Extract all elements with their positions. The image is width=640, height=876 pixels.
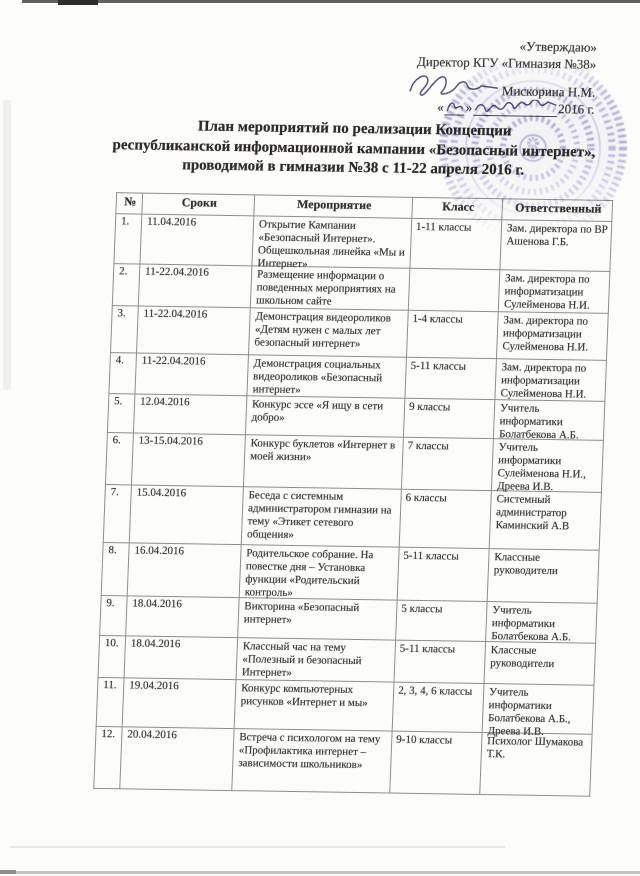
date-quote-close: »	[465, 99, 473, 115]
table-row	[103, 485, 601, 551]
approval-director-line: Директор КГУ «Гимназия №38»	[416, 53, 597, 72]
cell-date: 15.04.2016	[129, 485, 243, 545]
header-resp: Ответственный	[502, 199, 613, 222]
cell-grade	[405, 357, 497, 399]
event-text: Встреча с психологом на тему «Профилактика интернет – зависимости школьников»	[238, 731, 381, 772]
cell-resp	[496, 312, 608, 361]
table-row	[101, 543, 599, 604]
cell-event	[252, 216, 412, 271]
cell-num: 11.	[96, 677, 124, 726]
table-row	[96, 677, 594, 734]
event-text: Демонстрация социальных видеороликов «Безопасный интернет»	[252, 357, 383, 397]
event-text: Открытие Кампании «Безопасный Интернет». Общешкольная линейка «Мы и Интернет»	[257, 218, 405, 271]
cell-date: 11-22.04.2016	[138, 264, 252, 308]
resp-text: Учитель информатики Болатбекова А.Б.	[491, 604, 572, 644]
cell-grade	[396, 600, 488, 641]
cell-num: 9.	[100, 595, 128, 635]
grade-text: 6 классы	[405, 491, 447, 505]
cell-event	[249, 308, 409, 357]
grade-text: 1-11 классы	[415, 220, 472, 234]
header-grade: Класс	[412, 197, 503, 219]
cell-num: 10.	[98, 635, 126, 677]
cell-num: 8.	[101, 543, 129, 596]
grade-text: 5 классы	[401, 602, 443, 616]
signatory-name: Мискорина Н.М.	[501, 82, 596, 100]
scan-edge-bottom	[0, 871, 640, 874]
cell-date: 11-22.04.2016	[135, 353, 249, 396]
resp-text: Зам. директора по информатизации Сулейменова Н.И.	[502, 314, 589, 354]
cell-resp	[482, 684, 594, 738]
title-line-2: республиканской информационной кампании «Безопасный интернет»,	[112, 136, 596, 161]
cell-grade	[397, 547, 489, 601]
cell-resp	[493, 400, 604, 441]
event-text: Демонстрация видеороликов «Детям нужен с малых лет безопасный интернет»	[254, 310, 392, 351]
cell-date: 18.04.2016	[126, 596, 240, 638]
resp-text: Учитель информатики Болатбекова А.Б., Дреева И.В.	[487, 686, 571, 738]
official-stamp	[436, 51, 630, 245]
table-row	[105, 433, 603, 493]
resp-text: Классные руководители	[490, 644, 555, 671]
cell-date: 16.04.2016	[127, 543, 241, 598]
scan-line-faint	[10, 846, 505, 848]
grade-text: 5-11 классы	[410, 359, 467, 373]
resp-text: Зам. директора по информатизации Сулейменова Н.И.	[503, 272, 590, 312]
cell-num: 3.	[111, 306, 139, 353]
cell-event	[243, 435, 403, 489]
cell-resp	[495, 359, 607, 402]
date-quote-open: «	[436, 98, 445, 114]
event-text: Конкурс компьютерных рисунков «Интернет и мы»	[240, 682, 368, 710]
cell-resp	[498, 270, 610, 314]
resp-text: Зам. директора по информатизации Сулейменова Н.И.	[500, 361, 587, 401]
cell-num: 6.	[105, 433, 133, 485]
event-text: Родительское собрание. На повестке дня – Установка функции «Родительский контроль»	[244, 547, 374, 599]
grade-text: 5-11 классы	[399, 642, 456, 656]
resp-text: Учитель информатики Болатбекова А.Б.	[498, 402, 579, 442]
resp-text: Психолог Шумакова Т.К.	[486, 735, 584, 761]
cell-resp	[491, 439, 603, 493]
cell-event	[245, 396, 404, 437]
cell-resp	[489, 491, 601, 551]
approval-word: «Утверждаю»	[519, 38, 598, 55]
table-row	[111, 306, 609, 361]
cell-num: 5.	[107, 394, 134, 433]
resp-text: Классные руководители	[493, 551, 559, 578]
grade-text: 7 классы	[407, 439, 449, 453]
year-label: 2016 г.	[557, 100, 595, 117]
header-date: Сроки	[142, 193, 255, 216]
scan-edge-bottom-mark	[0, 870, 16, 874]
cell-date: 18.04.2016	[124, 636, 238, 680]
cell-event	[236, 638, 396, 682]
cell-grade	[390, 731, 482, 794]
event-text: Беседа с системным администратором гимназии на тему «Этикет сетевого общения»	[246, 489, 392, 542]
cell-num: 4.	[109, 353, 137, 394]
event-text: Классный час на тему «Полезный и безопасный Интернет»	[241, 640, 362, 679]
cell-num: 2.	[112, 264, 140, 306]
cell-grade	[408, 268, 500, 311]
cell-grade	[399, 489, 491, 548]
grade-text: 9-10 классы	[396, 733, 453, 747]
resp-text: Зам. директора по ВР Ашенова Г.Б.	[506, 222, 609, 249]
cell-num: 12.	[94, 726, 122, 788]
header-event: Мероприятие	[254, 195, 413, 218]
cell-date: 12.04.2016	[133, 394, 246, 435]
title-line-1: План мероприятий по реализации Концепции	[197, 118, 512, 140]
title-line-3: проводимой в гимназии №38 с 11-22 апреля 2016 г.	[181, 157, 525, 179]
cell-grade	[406, 310, 498, 358]
cell-grade	[392, 682, 484, 732]
event-text: Викторина «Безопасный интернет»	[243, 600, 360, 626]
cell-event	[239, 545, 399, 600]
cell-grade	[401, 437, 493, 490]
cell-num: 7.	[103, 485, 131, 543]
event-text: Конкурс эссе «Я ищу в сети добро»	[251, 398, 384, 424]
cell-event	[232, 729, 392, 793]
cell-date: 20.04.2016	[120, 727, 234, 791]
cell-resp	[480, 732, 592, 796]
cell-resp	[484, 642, 596, 686]
grade-text: 1-4 классы	[412, 312, 463, 326]
cell-date: 11.04.2016	[140, 214, 254, 266]
cell-date: 11-22.04.2016	[137, 306, 251, 355]
header-num: №	[116, 193, 143, 214]
cell-event	[247, 355, 407, 398]
cell-event	[241, 487, 401, 547]
cell-num: 1.	[114, 214, 142, 264]
resp-text: Системный администратор Каминский А.В	[495, 493, 570, 533]
grade-text: 2, 3, 4, 6 классы	[397, 684, 473, 698]
cell-date: 13-15.04.2016	[131, 433, 245, 487]
cell-date: 19.04.2016	[122, 678, 236, 729]
cell-event	[250, 266, 410, 310]
cell-grade	[403, 398, 494, 438]
cell-event	[238, 598, 398, 640]
grade-text: 9 классы	[408, 400, 451, 414]
grade-text: 5-11 классы	[403, 549, 459, 563]
cell-grade	[394, 640, 486, 683]
cell-resp	[487, 549, 599, 604]
table-row	[94, 726, 592, 796]
grade-text	[414, 271, 496, 272]
event-text: Конкурс буклетов «Интернет в моей жизни»	[249, 437, 396, 464]
resp-text: Учитель информатики Сулейменова Н.И., Дреева И.В.	[496, 441, 587, 494]
events-table	[93, 192, 613, 797]
event-text: Размещение информации о поведенных мероприятиях на школьном сайте	[255, 268, 396, 308]
cell-event	[234, 680, 394, 731]
cell-resp	[486, 602, 598, 644]
